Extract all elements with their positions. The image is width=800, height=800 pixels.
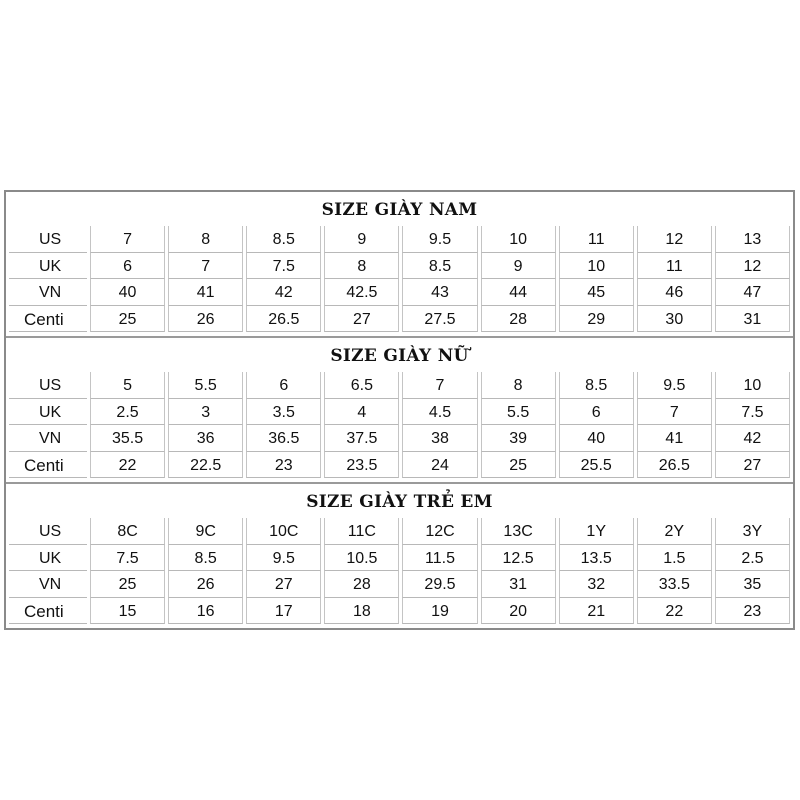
- size-cell: 11: [559, 226, 634, 253]
- row-label: VN: [9, 571, 87, 598]
- size-table: [6, 226, 793, 336]
- size-cell: 37.5: [324, 425, 399, 452]
- size-cell: 5.5: [168, 372, 243, 399]
- size-cell: 3.5: [246, 399, 321, 426]
- size-cell: 23: [715, 598, 790, 625]
- size-cell: 31: [481, 571, 556, 598]
- size-cell: 33.5: [637, 571, 712, 598]
- size-cell: 13C: [481, 518, 556, 545]
- size-table: [6, 372, 793, 482]
- size-cell: 26: [168, 306, 243, 333]
- size-cell: 10C: [246, 518, 321, 545]
- size-cell: 21: [559, 598, 634, 625]
- size-cell: 39: [481, 425, 556, 452]
- row-label: US: [9, 372, 87, 399]
- size-cell: 8: [481, 372, 556, 399]
- size-cell: 42: [246, 279, 321, 306]
- size-section: [6, 192, 793, 336]
- size-cell: 31: [715, 306, 790, 333]
- row-label: UK: [9, 545, 87, 572]
- size-cell: 16: [168, 598, 243, 625]
- size-cell: 32: [559, 571, 634, 598]
- size-cell: 9: [324, 226, 399, 253]
- size-cell: 8: [324, 253, 399, 280]
- size-cell: 26.5: [246, 306, 321, 333]
- size-cell: 25.5: [559, 452, 634, 479]
- size-cell: 7: [402, 372, 477, 399]
- size-cell: 41: [637, 425, 712, 452]
- size-cell: 28: [324, 571, 399, 598]
- size-cell: 25: [481, 452, 556, 479]
- size-cell: 24: [402, 452, 477, 479]
- size-cell: 15: [90, 598, 165, 625]
- size-cell: 5.5: [481, 399, 556, 426]
- size-cell: 7: [168, 253, 243, 280]
- size-cell: 27.5: [402, 306, 477, 333]
- size-cell: 35.5: [90, 425, 165, 452]
- size-cell: 23.5: [324, 452, 399, 479]
- size-cell: 40: [559, 425, 634, 452]
- size-cell: 19: [402, 598, 477, 625]
- size-cell: 6: [90, 253, 165, 280]
- size-cell: 2Y: [637, 518, 712, 545]
- size-cell: 10: [715, 372, 790, 399]
- size-cell: 17: [246, 598, 321, 625]
- size-cell: 6: [559, 399, 634, 426]
- size-cell: 9.5: [246, 545, 321, 572]
- size-cell: 9.5: [637, 372, 712, 399]
- size-cell: 47: [715, 279, 790, 306]
- row-label: Centi: [9, 306, 87, 333]
- size-cell: 7: [90, 226, 165, 253]
- size-cell: 8C: [90, 518, 165, 545]
- size-cell: 20: [481, 598, 556, 625]
- size-cell: 10: [481, 226, 556, 253]
- size-cell: 9.5: [402, 226, 477, 253]
- size-cell: 8.5: [246, 226, 321, 253]
- size-cell: 25: [90, 571, 165, 598]
- size-cell: 2.5: [90, 399, 165, 426]
- size-cell: 9: [481, 253, 556, 280]
- size-cell: 27: [324, 306, 399, 333]
- size-cell: 29.5: [402, 571, 477, 598]
- row-label: US: [9, 518, 87, 545]
- size-cell: 10.5: [324, 545, 399, 572]
- row-label: VN: [9, 425, 87, 452]
- size-cell: 11.5: [402, 545, 477, 572]
- section-title: SIZE GIÀY NỮ: [6, 336, 793, 372]
- size-cell: 8: [168, 226, 243, 253]
- size-cell: 36: [168, 425, 243, 452]
- size-cell: 26: [168, 571, 243, 598]
- section-title: SIZE GIÀY TRẺ EM: [6, 482, 793, 518]
- row-label: UK: [9, 399, 87, 426]
- size-section: [6, 336, 793, 482]
- row-label: Centi: [9, 452, 87, 479]
- size-cell: 7: [637, 399, 712, 426]
- size-cell: 42.5: [324, 279, 399, 306]
- size-cell: 35: [715, 571, 790, 598]
- size-cell: 40: [90, 279, 165, 306]
- size-cell: 7.5: [246, 253, 321, 280]
- size-cell: 4.5: [402, 399, 477, 426]
- size-cell: 30: [637, 306, 712, 333]
- section-title: SIZE GIÀY NAM: [321, 200, 478, 220]
- size-cell: 13.5: [559, 545, 634, 572]
- size-cell: 29: [559, 306, 634, 333]
- size-cell: 11C: [324, 518, 399, 545]
- size-cell: 23: [246, 452, 321, 479]
- size-cell: 46: [637, 279, 712, 306]
- size-cell: 8.5: [559, 372, 634, 399]
- size-cell: 45: [559, 279, 634, 306]
- size-cell: 3: [168, 399, 243, 426]
- size-section: [6, 482, 793, 628]
- size-cell: 8.5: [168, 545, 243, 572]
- size-cell: 27: [246, 571, 321, 598]
- size-cell: 27: [715, 452, 790, 479]
- size-cell: 22: [90, 452, 165, 479]
- size-cell: 44: [481, 279, 556, 306]
- size-table: [6, 518, 793, 628]
- size-cell: 2.5: [715, 545, 790, 572]
- size-cell: 12C: [402, 518, 477, 545]
- size-cell: 25: [90, 306, 165, 333]
- row-label: VN: [9, 279, 87, 306]
- size-cell: 10: [559, 253, 634, 280]
- size-cell: 38: [402, 425, 477, 452]
- size-cell: 1Y: [559, 518, 634, 545]
- size-cell: 6.5: [324, 372, 399, 399]
- size-cell: 22.5: [168, 452, 243, 479]
- size-cell: 18: [324, 598, 399, 625]
- row-label: UK: [9, 253, 87, 280]
- size-cell: 3Y: [715, 518, 790, 545]
- size-cell: 9C: [168, 518, 243, 545]
- row-label: US: [9, 226, 87, 253]
- size-cell: 11: [637, 253, 712, 280]
- size-cell: 26.5: [637, 452, 712, 479]
- row-label: Centi: [9, 598, 87, 625]
- size-cell: 12: [637, 226, 712, 253]
- size-cell: 22: [637, 598, 712, 625]
- size-chart: [4, 190, 795, 630]
- size-cell: 41: [168, 279, 243, 306]
- size-cell: 8.5: [402, 253, 477, 280]
- size-cell: 7.5: [715, 399, 790, 426]
- size-cell: 7.5: [90, 545, 165, 572]
- size-cell: 12.5: [481, 545, 556, 572]
- size-cell: 43: [402, 279, 477, 306]
- size-cell: 42: [715, 425, 790, 452]
- size-cell: 5: [90, 372, 165, 399]
- size-cell: 36.5: [246, 425, 321, 452]
- size-cell: 28: [481, 306, 556, 333]
- size-cell: 6: [246, 372, 321, 399]
- size-cell: 13: [715, 226, 790, 253]
- size-cell: 12: [715, 253, 790, 280]
- size-cell: 1.5: [637, 545, 712, 572]
- size-cell: 4: [324, 399, 399, 426]
